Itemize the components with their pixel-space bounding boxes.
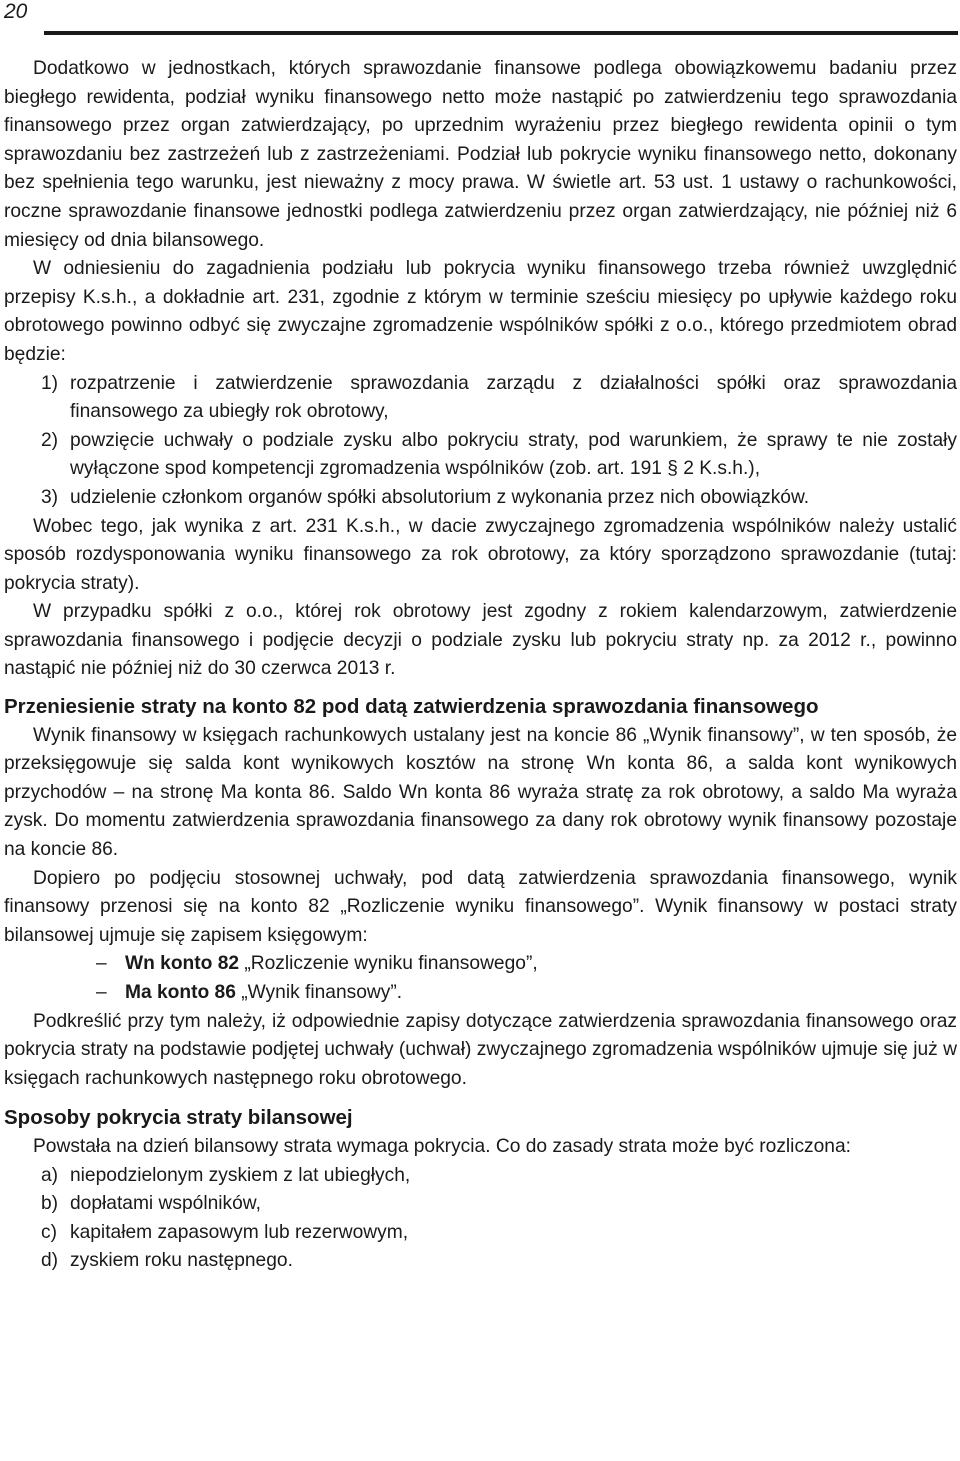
list-item-text: zyskiem roku następnego.: [70, 1250, 293, 1272]
list-item-text: kapitałem zapasowym lub rezerwowym,: [70, 1221, 409, 1243]
list-marker: 3): [41, 486, 59, 508]
section1-paragraph-2: Dopiero po podjęciu stosownej uchwały, pod datą zatwierdzenia sprawozdania finansowego, wynik finansowy przenosi się na konto 82 „Rozliczenie wyniku finansowego”. Wynik finansowy w postaci straty bilansowej ujmuje się zapisem księgowym:: [4, 867, 957, 946]
booking-entries: [4, 950, 957, 1007]
agenda-list: [4, 370, 957, 513]
list-item: [4, 484, 957, 513]
list-item: [4, 370, 957, 427]
document-body: [4, 55, 957, 1276]
list-item-text: rozpatrzenie i zatwierdzenie sprawozdania zarządu z działalności spółki oraz sprawozdania finansowego za ubiegły rok obrotowy,: [70, 372, 957, 423]
paragraph-after-agenda-2: W przypadku spółki z o.o., której rok obrotowy jest zgodny z rokiem kalendarzowym, zatwierdzenie sprawozdania finansowego i podjęcie decyzji o podziale zysku lub pokryciu straty np. za 2012 r., powinno nastąpić nie później niż do 30 czerwca 2013 r.: [4, 601, 957, 680]
section-heading-coverage-methods: Sposoby pokrycia straty bilansowej: [4, 1106, 353, 1130]
list-marker: a): [41, 1164, 59, 1186]
list-item-text: udzielenie członkom organów spółki absolutorium z wykonania przez nich obowiązków.: [70, 486, 810, 508]
entry-description: „Wynik finansowy”.: [235, 982, 403, 1003]
entry-account: Ma konto 86: [125, 982, 236, 1003]
list-item: [4, 1247, 957, 1276]
paragraph-intro-1: Dodatkowo w jednostkach, których sprawozdanie finansowe podlega obowiązkowemu badaniu przez biegłego rewidenta, podział wyniku finansowego netto może nastąpić po zatwierdzeniu tego sprawozdania finansowego przez organ zatwierdzający, po uprzednim wyrażeniu przez biegłego rewidenta opinii o tym sprawozdaniu bez zastrzeżeń lub z zastrzeżeniami. Podział lub pokrycie wyniku finansowego netto, dokonany bez spełnienia tego warunku, jest nieważny z mocy prawa. W świetle art. 53 ust. 1 ustawy o rachunkowości, roczne sprawozdanie finansowe jednostki podlega zatwierdzeniu przez organ zatwierdzający, nie później niż 6 miesięcy od dnia bilansowego.: [4, 58, 957, 251]
section1-closing: Podkreślić przy tym należy, iż odpowiednie zapisy dotyczące zatwierdzenia sprawozdania finansowego oraz pokrycia straty na podstawie podjętej uchwały (uchwał) zwyczajnego zgromadzenia wspólników ujmuje się już w księgach rachunkowych następnego roku obrotowego.: [4, 1010, 957, 1089]
header-rule: [44, 31, 958, 35]
list-item: [4, 427, 957, 484]
page-number: 20: [4, 0, 28, 23]
paragraph-after-agenda-1: Wobec tego, jak wynika z art. 231 K.s.h., w dacie zwyczajnego zgromadzenia wspólników należy ustalić sposób rozdysponowania wyniku finansowego za rok obrotowy, za który sporządzono sprawozdanie (tutaj: pokrycia straty).: [4, 515, 957, 594]
list-item: [4, 1219, 957, 1248]
list-item-text: powzięcie uchwały o podziale zysku albo pokryciu straty, pod warunkiem, że sprawy te nie zostały wyłączone spod kompetencji zgromadzenia wspólników (zob. art. 191 § 2 K.s.h.),: [70, 429, 957, 480]
section2-intro: Powstała na dzień bilansowy strata wymaga pokrycia. Co do zasady strata może być rozliczona:: [33, 1135, 851, 1157]
list-marker: b): [41, 1193, 59, 1215]
section-heading-loss-transfer: Przeniesienie straty na konto 82 pod datą zatwierdzenia sprawozdania finansowego: [4, 695, 819, 719]
entry-dash: –: [96, 953, 107, 975]
list-item: [4, 1162, 957, 1191]
list-marker: c): [41, 1221, 57, 1243]
list-marker: d): [41, 1250, 59, 1272]
paragraph-intro-2: W odniesieniu do zagadnienia podziału lub pokrycia wyniku finansowego trzeba również uwzględnić przepisy K.s.h., a dokładnie art. 231, zgodnie z którym w terminie sześciu miesięcy po upływie każdego roku obrotowego powinno odbyć się zwyczajne zgromadzenie wspólników spółki z o.o., którego przedmiotem obrad będzie:: [4, 258, 957, 365]
coverage-options-list: [4, 1162, 957, 1276]
page-header: [0, 0, 960, 34]
booking-entry: [4, 979, 957, 1008]
list-marker: 2): [41, 429, 59, 451]
entry-description: „Rozliczenie wyniku finansowego”,: [239, 953, 538, 975]
list-item-text: dopłatami wspólników,: [70, 1193, 261, 1215]
list-item: [4, 1190, 957, 1219]
list-item-text: niepodzielonym zyskiem z lat ubiegłych,: [70, 1164, 411, 1186]
list-marker: 1): [41, 372, 59, 394]
entry-dash: –: [96, 982, 107, 1003]
booking-entry: [4, 950, 957, 979]
section1-paragraph-1: Wynik finansowy w księgach rachunkowych ustalany jest na koncie 86 „Wynik finansowy”, w ten sposób, że przeksięgowuje się salda kont wynikowych kosztów na stronę Wn konta 86, a salda kont wynikowych przychodów – na stronę Ma konta 86. Saldo Wn konta 86 wyraża stratę za rok obrotowy, a saldo Ma wyraża zysk. Do momentu zatwierdzenia sprawozdania finansowego za dany rok obrotowy wynik finansowy pozostaje na koncie 86.: [4, 724, 957, 861]
entry-account: Wn konto 82: [125, 953, 240, 975]
